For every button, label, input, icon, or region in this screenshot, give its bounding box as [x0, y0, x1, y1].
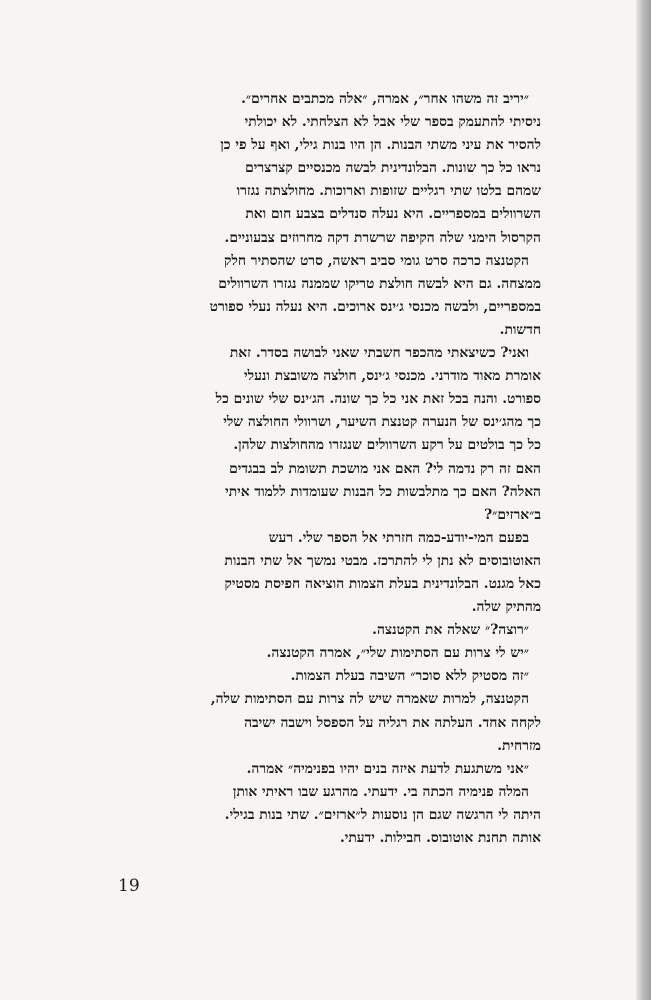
body-text — [118, 88, 541, 850]
text-line: ״יריב זה משהו אחר״, אמרה, ״אלה מכתבים אחרים״. — [241, 91, 529, 107]
text-line: אומרת מאוד מודרני. מכנסי ג׳ינס, חולצה משובצת ונעלי — [244, 368, 541, 385]
text-line: האם זה רק נדמה לי? האם אני מושכת תשומת לב בבגדים — [229, 460, 541, 477]
text-line: ב״ארזים״? — [484, 506, 541, 523]
paragraph — [118, 88, 541, 250]
text-line: בפעם המי-יודע-כמה חזרתי אל הספר שלי. רעש — [268, 529, 529, 546]
text-line: מזרחית. — [497, 737, 541, 754]
text-line: השרוולים במספריים. היא נעלה סנדלים בצבע חום ואת — [245, 206, 541, 223]
paragraph — [118, 781, 541, 850]
text-line: ממצחה. גם היא לבשה חולצת טריקו שממנה נגזרו השרוולים — [218, 275, 541, 292]
text-line: חדשות. — [499, 321, 541, 338]
text-line: ״זה מסטיק ללא סוכר״ השיבה בעלת הצמות. — [290, 668, 529, 685]
text-line: ניסיתי להתעמק בספר שלי אבל לא הצלחתי. לא יכולתי — [244, 114, 541, 131]
paragraph — [118, 665, 541, 688]
paragraph — [118, 619, 541, 642]
text-line: ״אני משתגעת לדעת איזה בנים יהיו בפנימיה״ אמרה. — [246, 760, 529, 777]
paragraph — [118, 250, 541, 342]
text-line: מהתיק שלה. — [471, 599, 541, 616]
paragraph — [118, 342, 541, 527]
paragraph — [118, 758, 541, 781]
text-line: אותה תחנת אוטובוס. חבילות. ידעתי. — [339, 830, 541, 846]
text-line: ואני? כשיצאתי מהכפר חשבתי שאני לבושה בסדר. זאת — [229, 345, 529, 362]
text-line: כל כך בולטים על רקע השרוולים שנגזרו מהחולצות שלהן. — [233, 437, 541, 454]
page-number: 19 — [118, 876, 140, 896]
text-line: ספורט. והנה בכל זאת אני כל כך שונה. הג׳ינס שלי שונים כל — [215, 391, 541, 408]
text-line: נראו כל כך שונות. הבלונדינית לבשה מכנסיים קצרצרים — [245, 160, 541, 177]
text-line: להסיר את עיני משתי הבנות. הן היו בנות גילי, ואף על פי כן — [220, 137, 541, 154]
text-line: היתה לי הרגשה שגם הן נוסעות ל״ארזים״. שתי בנות בגילי. — [224, 806, 541, 823]
text-line: המלה פנימיה הכתה בי. ידעתי. מהרגע שבו ראיתי אותן — [232, 783, 529, 800]
paragraph — [118, 688, 541, 757]
text-line: הקרסול הימני שלה הקיפה שרשרת דקה מחרוזים צבעוניים. — [224, 229, 541, 246]
paragraph — [118, 527, 541, 619]
text-line: כך מהג׳ינס של הנערה קטנצת השיער, ושרוולי החולצה שלי — [223, 414, 541, 431]
book-gutter — [636, 0, 651, 1000]
text-line: שמהם בלטו שתי רגליים שזופות וארוכות. מחולצתה נגזרו — [236, 183, 541, 200]
text-line: ״רוצה?״ שאלה את הקטנצה. — [372, 622, 529, 639]
text-line: האלה? האם כך מתלבשות כל הבנות שעומדות ללמוד איתי — [225, 483, 541, 500]
text-line: במספריים, ולבשה מכנסי ג׳ינס ארוכים. היא נעלה נעלי ספורט — [209, 298, 541, 315]
text-line: הקטנצה, למרות שאמרה שיש לה צרות עם הסתימות שלה, — [210, 691, 529, 708]
text-line: הקטנצה כרכה סרט גומי סביב ראשה, סרט שהסתיר חלק — [223, 252, 529, 269]
text-line: ״יש לי צרות עם הסתימות שלי״, אמרה הקטנצה. — [266, 645, 529, 662]
paragraph — [118, 642, 541, 665]
text-line: כאל מגנט. הבלונדינית בעלת הצמות הוציאה חפיסת מסטיק — [224, 575, 541, 592]
text-line: לקחה אחד. העלתה את רגליה על הספסל וישבה ישיבה — [244, 714, 541, 731]
text-line: האוטובוסים לא נתן לי להתרכז. מבטי נמשך אל שתי הבנות — [224, 552, 541, 569]
